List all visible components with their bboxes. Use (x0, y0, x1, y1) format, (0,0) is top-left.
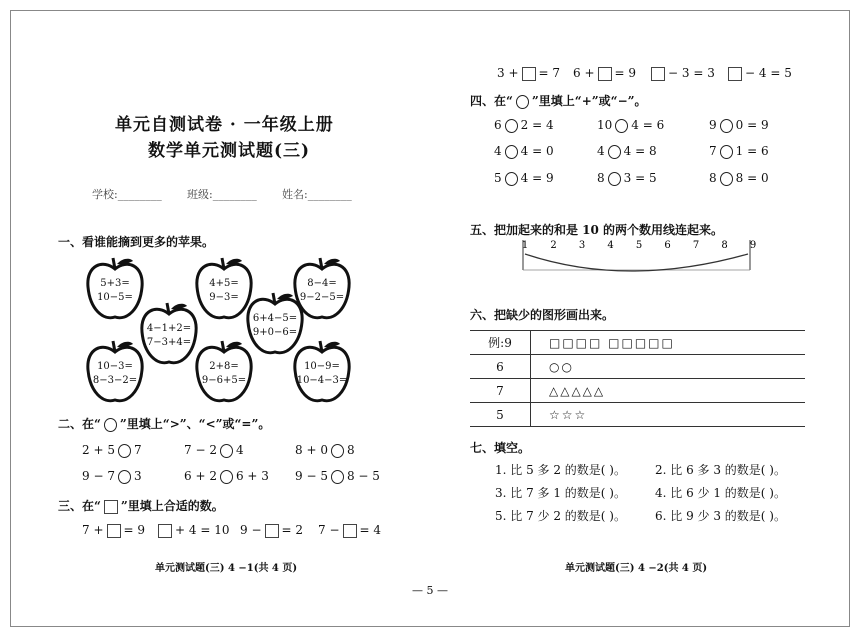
shapes-cell[interactable]: ☆☆☆ (531, 403, 806, 427)
number-label[interactable]: 7 (692, 240, 700, 251)
apple (83, 338, 147, 410)
answer-box[interactable] (343, 524, 357, 538)
s4-item: 10 4 = 6 (597, 118, 665, 132)
name-field: 姓名:________ (282, 188, 352, 201)
s4-item: 4 4 = 8 (597, 144, 657, 158)
s3-item: 7 + = 9 (82, 523, 146, 537)
s3-item: 9 − = 2 (240, 523, 304, 537)
answer-circle[interactable] (505, 145, 518, 159)
answer-box[interactable] (728, 67, 742, 81)
exam-title: 单元自测试卷 · 一年级上册 (115, 115, 334, 135)
answer-box[interactable] (107, 524, 121, 538)
apple (290, 255, 354, 327)
section-7-heading: 七、填空。 (470, 441, 531, 455)
number-label[interactable]: 5 (635, 240, 643, 251)
section-4-heading: 四、在“ ”里填上“+”或“−”。 (470, 94, 647, 108)
shapes-cell: □□□□ □□□□□ (531, 331, 806, 355)
fill-item[interactable]: 6. 比 9 少 3 的数是( )。 (655, 509, 786, 523)
answer-box[interactable] (158, 524, 172, 538)
page-number: — 5 — (412, 584, 448, 597)
table-row-label: 6 (470, 355, 531, 379)
number-label[interactable]: 3 (578, 240, 586, 251)
number-label[interactable]: 1 (521, 240, 529, 251)
answer-circle[interactable] (220, 444, 233, 458)
number-label[interactable]: 2 (550, 240, 557, 251)
exam-subtitle: 数学单元测试题(三) (148, 141, 311, 161)
s4-item: 7 1 = 6 (709, 144, 769, 158)
number-line (520, 238, 760, 278)
answer-circle[interactable] (220, 470, 233, 484)
section-3-heading: 三、在“ ”里填上合适的数。 (58, 499, 224, 513)
answer-circle[interactable] (331, 470, 344, 484)
fill-item[interactable]: 5. 比 7 少 2 的数是( )。 (495, 509, 626, 523)
s2-item: 9 − 7 3 (82, 469, 142, 483)
s3-item: − 3 = 3 (648, 66, 715, 81)
answer-box[interactable] (522, 67, 536, 81)
answer-box[interactable] (651, 67, 665, 81)
answer-circle[interactable] (720, 172, 733, 186)
s4-item: 4 4 = 0 (494, 144, 554, 158)
circle-icon (516, 95, 529, 109)
section-6-heading: 六、把缺少的图形画出来。 (470, 308, 615, 322)
answer-circle[interactable] (608, 172, 621, 186)
shapes-table (470, 330, 805, 427)
school-field: 学校:________ (92, 188, 162, 201)
s3-item: 6 + = 9 (573, 66, 637, 80)
apple (192, 338, 256, 410)
apple-equations: 5+3= 10−5= (97, 278, 133, 303)
answer-circle[interactable] (118, 470, 131, 484)
apple-equations: 10−3= 8−3−2= (92, 361, 138, 386)
s3-item: + 4 = 10 (155, 523, 229, 538)
s4-item: 5 4 = 9 (494, 171, 554, 185)
answer-circle[interactable] (720, 119, 733, 133)
s4-item: 6 2 = 4 (494, 118, 554, 132)
s2-item: 7 − 2 4 (184, 443, 244, 457)
fill-item[interactable]: 1. 比 5 多 2 的数是( )。 (495, 463, 626, 477)
s3-item: − 4 = 5 (725, 66, 792, 81)
section-2-heading: 二、在“ ”里填上“>”、“<”或“=”。 (58, 417, 271, 431)
fill-item[interactable]: 4. 比 6 少 1 的数是( )。 (655, 486, 786, 500)
circle-icon (104, 418, 117, 432)
section-5-heading: 五、把加起来的和是 10 的两个数用线连起来。 (470, 223, 724, 237)
table-row-label: 5 (470, 403, 531, 427)
s2-item: 6 + 2 6 + 3 (184, 469, 269, 483)
apple-equations: 6+4−5= 9+0−6= (252, 313, 298, 338)
answer-circle[interactable] (720, 145, 733, 159)
s4-item: 8 3 = 5 (597, 171, 657, 185)
answer-circle[interactable] (118, 444, 131, 458)
right-footer: 单元测试题(三) 4 −2(共 4 页) (565, 563, 708, 574)
number-label[interactable]: 9 (749, 240, 757, 251)
answer-circle[interactable] (608, 145, 621, 159)
apple (290, 338, 354, 410)
fill-item[interactable]: 2. 比 6 多 3 的数是( )。 (655, 463, 786, 477)
square-icon (104, 500, 118, 514)
number-label[interactable]: 6 (664, 240, 671, 251)
apple-equations: 4−1+2= 7−3+4= (146, 323, 192, 348)
answer-circle[interactable] (615, 119, 628, 133)
class-field: 班级:________ (187, 188, 257, 201)
left-footer: 单元测试题(三) 4 −1(共 4 页) (155, 563, 298, 574)
shapes-cell[interactable]: ○○ (531, 355, 806, 379)
s2-item: 2 + 5 7 (82, 443, 142, 457)
answer-circle[interactable] (505, 172, 518, 186)
apple-equations: 4+5= 9−3= (209, 278, 239, 303)
shapes-cell[interactable]: △△△△△ (531, 379, 806, 403)
s3-item: 3 + = 7 (497, 66, 561, 80)
fill-item[interactable]: 3. 比 7 多 1 的数是( )。 (495, 486, 626, 500)
number-label[interactable]: 8 (721, 240, 728, 251)
apple-equations: 10−9= 10−4−3= (296, 361, 348, 386)
s2-item: 8 + 0 8 (295, 443, 355, 457)
answer-box[interactable] (265, 524, 279, 538)
section-1-heading: 一、看谁能摘到更多的苹果。 (58, 235, 215, 249)
number-label[interactable]: 4 (607, 240, 614, 251)
table-row-label: 例:9 (470, 331, 531, 355)
table-row-label: 7 (470, 379, 531, 403)
apple-equations: 8−4= 9−2−5= (299, 278, 345, 303)
answer-circle[interactable] (505, 119, 518, 133)
answer-circle[interactable] (331, 444, 344, 458)
s2-item: 9 − 5 8 − 5 (295, 469, 380, 483)
s3-item: 7 − = 4 (318, 523, 382, 537)
answer-box[interactable] (598, 67, 612, 81)
s4-item: 9 0 = 9 (709, 118, 769, 132)
s4-item: 8 8 = 0 (709, 171, 769, 185)
apple-equations: 2+8= 9−6+5= (201, 361, 247, 386)
